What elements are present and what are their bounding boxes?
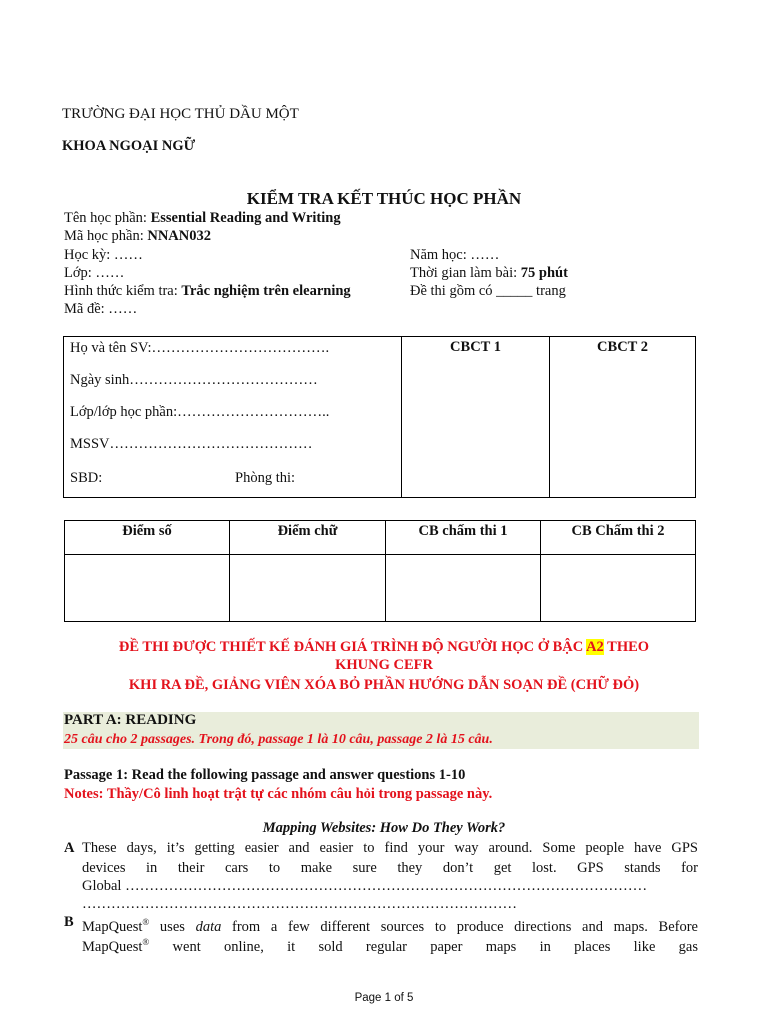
school-year: Năm học: …… (410, 247, 500, 263)
para-a-line-1: These days, it’s getting easier and easier to find your way around. Some people have GPS (82, 840, 698, 856)
university-name: TRƯỜNG ĐẠI HỌC THỦ DẦU MỘT (62, 106, 299, 122)
proctor2-cell (550, 337, 696, 498)
level-highlight: A2 (586, 639, 604, 655)
grade-header-words: Điểm chữ (230, 521, 386, 555)
para-b-line-2: MapQuest® went online, it sold regular paper maps in places like gas (82, 937, 698, 955)
page-number: Page 1 of 5 (354, 992, 414, 1004)
format-label: Hình thức kiểm tra: (64, 283, 178, 299)
course-name-value: Essential Reading and Writing (150, 210, 341, 226)
format-value: Trắc nghiệm trên elearning (181, 283, 351, 299)
dob-field: Ngày sinh………………………………… (70, 372, 318, 388)
duration-label: Thời gian làm bài: (410, 265, 518, 281)
faculty-name: KHOA NGOẠI NGỮ (62, 138, 196, 154)
class-field: Lớp/lớp học phần:………………………….. (70, 404, 330, 420)
student-name-field: Họ và tên SV:………………………………. (70, 340, 330, 356)
grade-table (64, 520, 696, 622)
passage1-title: Mapping Websites: How Do They Work? (262, 820, 506, 836)
notice-line-2: KHUNG CEFR (335, 657, 433, 673)
para-b-line-1: MapQuest® uses data from a few different sources to produce directions and maps. Before (82, 917, 698, 935)
grade-header-score: Điểm số (65, 521, 230, 555)
semester: Học kỳ: …… (64, 247, 143, 263)
notice-line-3: KHI RA ĐỀ, GIẢNG VIÊN XÓA BỎ PHẦN HƯỚNG DẪN SOẠN ĐỀ (CHỮ ĐỎ) (128, 677, 640, 693)
grade-header-marker2: CB Chấm thi 2 (541, 521, 696, 555)
para-a-line-2: devices in their cars to make sure they don’t get lost. GPS stands for (82, 860, 698, 876)
grade-cell-marker2 (541, 555, 696, 622)
student-info-table (63, 336, 696, 498)
course-code-label: Mã học phần: (64, 228, 144, 244)
course-name-label: Tên học phần: (64, 210, 147, 226)
student-info-cell (64, 337, 402, 498)
para-b-letter: B (64, 914, 74, 930)
grade-header-marker1: CB chấm thi 1 (386, 521, 541, 555)
part-a-subtitle: 25 câu cho 2 passages. Trong đó, passage 1 là 10 câu, passage 2 là 15 câu. (64, 732, 493, 747)
course-name-row (64, 210, 341, 227)
para-a-line-3: Global ……………………………………………………………………………………………… (82, 878, 648, 894)
course-code-row (64, 228, 211, 245)
exam-title: KIỂM TRA KẾT THÚC HỌC PHẦN (246, 189, 522, 208)
para-a-letter: A (64, 840, 75, 856)
passage1-notes: Notes: Thầy/Cô linh hoạt trật tự các nhóm câu hỏi trong passage này. (64, 786, 493, 802)
proctor2-label: CBCT 2 (597, 339, 648, 355)
page-count: Đề thi gồm có _____ trang (410, 283, 566, 299)
notice-line-1: ĐỀ THI ĐƯỢC THIẾT KẾ ĐÁNH GIÁ TRÌNH ĐỘ NGƯỜI HỌC Ở BẬC A2 THEO (118, 639, 650, 655)
part-a-title: PART A: READING (64, 712, 197, 728)
registered-mark: ® (142, 937, 150, 947)
grade-cell-marker1 (386, 555, 541, 622)
grade-cell-words (230, 555, 386, 622)
room-field: Phòng thi: (235, 470, 296, 486)
exam-code: Mã đề: …… (64, 301, 138, 317)
proctor1-label: CBCT 1 (450, 339, 501, 355)
passage1-instruction: Passage 1: Read the following passage and answer questions 1-10 (64, 767, 466, 783)
para-a-line-4: ……………………………………………………………………………… (82, 896, 517, 912)
student-id-field: MSSV…………………………………… (70, 436, 313, 452)
proctor1-cell (402, 337, 550, 498)
duration-value: 75 phút (520, 265, 568, 281)
registered-mark: ® (142, 917, 150, 927)
grade-cell-score (65, 555, 230, 622)
sbd-field: SBD: (70, 470, 103, 486)
duration-row (410, 265, 568, 282)
course-code-value: NNAN032 (147, 228, 211, 244)
class: Lớp: …… (64, 265, 125, 281)
format-row (64, 283, 351, 300)
